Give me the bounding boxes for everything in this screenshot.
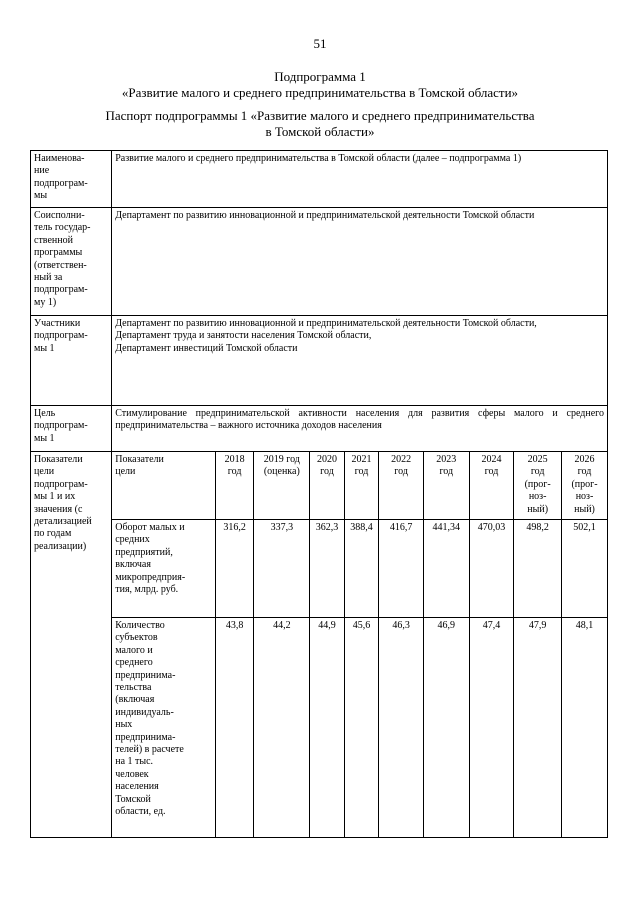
participant-item: Департамент труда и занятости населения Томской области, [115, 330, 372, 342]
cell-line: мы [34, 190, 48, 202]
cell-line: тия, млрд. руб. [115, 584, 179, 596]
cell-line: подпрограм- [34, 420, 88, 432]
cell-line: Наименова- [34, 153, 85, 164]
page-number: 51 [313, 36, 327, 51]
cell-line: подпрограм- [34, 478, 88, 490]
indicator-value: 45,6 [344, 618, 379, 838]
indicator-value: 47,9 [514, 618, 562, 838]
indicator-value: 502,1 [562, 520, 608, 618]
indicator-value: 43,8 [215, 618, 254, 838]
row-participants-label [31, 316, 112, 406]
row-goal-label [31, 406, 112, 452]
cell-line: на 1 тыс. [115, 756, 154, 768]
cell-line: му 1) [34, 296, 57, 308]
indicator-value: 362,3 [310, 520, 345, 618]
indicator-value: 316,2 [215, 520, 254, 618]
cell-line: 2018 [224, 454, 245, 465]
cell-line: (прог- [524, 478, 551, 490]
row-name-label [31, 151, 112, 208]
cell-line: 2021 [351, 454, 372, 465]
cell-line: Томской [115, 793, 151, 805]
indicator-name [112, 618, 216, 838]
cell-line: (ответствен- [34, 259, 87, 271]
row-coexecutor-value: Департамент по развитию инновационной и предпринимательской деятельности Томской области [112, 208, 608, 316]
indicator-value: 47,4 [469, 618, 514, 838]
cell-line: тель государ- [34, 222, 91, 234]
passport-table [30, 150, 608, 838]
indicator-value: 48,1 [562, 618, 608, 838]
cell-line: области, ед. [115, 806, 166, 818]
cell-line: программы [34, 247, 83, 259]
cell-line: Показатели [115, 454, 164, 465]
cell-line: год [530, 466, 545, 478]
cell-line: год [394, 466, 408, 478]
cell-line: ных [115, 719, 133, 731]
cell-line: по годам [34, 528, 72, 540]
cell-line: населения [115, 781, 159, 793]
indicator-row-count [31, 618, 608, 838]
cell-line: телей) в расчете [115, 744, 184, 756]
year-header [215, 452, 254, 520]
cell-line: подпрограм- [34, 177, 88, 189]
cell-line: ноз- [528, 491, 547, 503]
cell-line: год [577, 466, 592, 478]
row-coexecutor-label [31, 208, 112, 316]
row-name [31, 151, 608, 208]
indicator-value: 337,3 [254, 520, 310, 618]
cell-line: цели [34, 466, 55, 478]
cell-line: Участники [34, 318, 81, 329]
row-indicators-header [31, 452, 608, 520]
indicator-value: 441,34 [423, 520, 469, 618]
cell-line: реализации) [34, 540, 87, 552]
year-header [562, 452, 608, 520]
cell-line: мы 1 [34, 432, 55, 444]
row-coexecutor [31, 208, 608, 316]
cell-line: Цель [34, 408, 56, 419]
indicator-value: 46,9 [423, 618, 469, 838]
cell-line: предприятий, [115, 546, 173, 558]
cell-line: мы 1 и их [34, 491, 76, 503]
participant-item: Департамент по развитию инновационной и предпринимательской деятельности Томской области, [115, 318, 537, 329]
indicator-value: 416,7 [379, 520, 424, 618]
cell-line: (прог- [571, 478, 598, 490]
cell-line: год [354, 466, 369, 478]
indicator-value: 44,2 [254, 618, 310, 838]
cell-line: малого и [115, 644, 153, 656]
row-indicators-label [31, 452, 112, 838]
indicator-value: 46,3 [379, 618, 424, 838]
cell-line: ный) [527, 503, 549, 515]
cell-line: год [320, 466, 334, 478]
cell-line: (включая [115, 694, 155, 706]
cell-line: ный) [574, 503, 595, 515]
cell-line: 2026 [574, 454, 595, 465]
cell-line: субъектов [115, 632, 158, 644]
cell-line: среднего [115, 657, 153, 669]
cell-line: ноз- [575, 491, 594, 503]
year-header [344, 452, 379, 520]
row-goal [31, 406, 608, 452]
cell-line: Оборот малых и [115, 522, 185, 533]
row-participants-value [112, 316, 608, 406]
cell-line: тельства [115, 682, 152, 694]
cell-line: цели [115, 466, 136, 478]
cell-line: микропредприя- [115, 571, 186, 583]
indicator-row-turnover [31, 520, 608, 618]
year-header [254, 452, 310, 520]
cell-line: подпрограм- [34, 330, 88, 342]
cell-line: год [439, 466, 454, 478]
indicator-name [112, 520, 216, 618]
cell-line: год [227, 466, 242, 478]
cell-line: мы 1 [34, 342, 55, 354]
indicator-value: 470,03 [469, 520, 514, 618]
passport-title-line1: Паспорт подпрограммы 1 «Развитие малого и среднего предпринимательства [105, 108, 535, 123]
cell-line: индивидуаль- [115, 706, 174, 718]
cell-line: 2024 [481, 454, 502, 465]
cell-line: 2020 [316, 454, 337, 465]
indicator-value: 498,2 [514, 520, 562, 618]
cell-line: предпринима- [115, 731, 176, 743]
year-header [379, 452, 424, 520]
subprogram-title: Подпрограмма 1 [274, 69, 366, 84]
year-header [469, 452, 514, 520]
passport-title-line2: в Томской области» [265, 124, 375, 139]
indicator-value: 388,4 [344, 520, 379, 618]
year-header [310, 452, 345, 520]
row-participants [31, 316, 608, 406]
cell-line: 2022 [391, 454, 412, 465]
cell-line: 2019 год [263, 454, 300, 465]
row-name-value: Развитие малого и среднего предпринимательства в Томской области (далее – подпрограмма 1) [112, 151, 608, 208]
year-header [514, 452, 562, 520]
cell-line: человек [115, 768, 149, 780]
cell-line: средних [115, 534, 150, 546]
cell-line: Количество [115, 620, 165, 631]
cell-line: детализацией [34, 516, 92, 528]
cell-line: ние [34, 165, 50, 177]
cell-line: значения (с [34, 503, 83, 515]
participant-item: Департамент инвестиций Томской области [115, 342, 298, 354]
cell-line: год [484, 466, 499, 478]
cell-line: включая [115, 559, 151, 571]
cell-line: (оценка) [263, 466, 300, 478]
row-goal-value: Стимулирование предпринимательской активности населения для развития сферы малого и среднего предпринимательства – важного источника доходов населения [112, 406, 608, 452]
indicator-value: 44,9 [310, 618, 345, 838]
year-header [423, 452, 469, 520]
cell-line: предпринима- [115, 669, 176, 681]
indicators-header-name [112, 452, 216, 520]
cell-line: 2023 [436, 454, 457, 465]
cell-line: подпрограм- [34, 284, 88, 296]
subprogram-subtitle: «Развитие малого и среднего предпринимательства в Томской области» [121, 85, 519, 100]
cell-line: ственной [34, 234, 73, 246]
cell-line: ный за [34, 272, 63, 284]
cell-line: Соисполни- [34, 210, 85, 221]
cell-line: Показатели [34, 454, 83, 465]
cell-line: 2025 [527, 454, 548, 465]
